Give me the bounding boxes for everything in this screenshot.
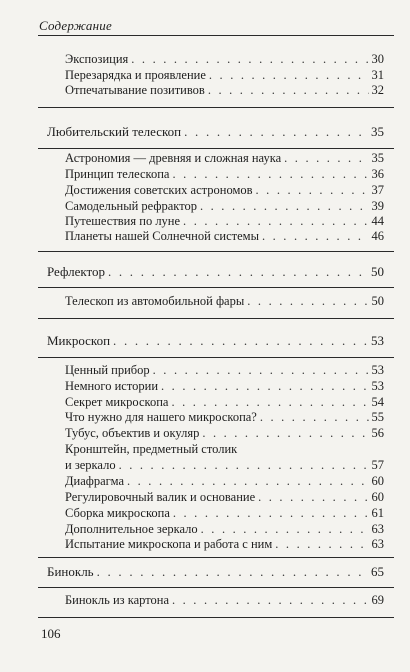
toc-entry-title: Экспозиция <box>65 52 129 66</box>
toc-entry-page: 63 <box>371 522 384 536</box>
toc-entry[interactable] <box>65 521 384 537</box>
toc-entry[interactable] <box>65 198 384 214</box>
toc-entry-page: 57 <box>371 458 384 472</box>
toc-leader-dots <box>202 425 368 441</box>
toc-entry-title: Немного истории <box>65 379 159 393</box>
toc-leader-dots <box>208 82 369 98</box>
toc-leader-dots <box>260 409 369 425</box>
section-rule <box>38 617 394 618</box>
toc-entry-title: Дополнительное зеркало <box>65 522 198 536</box>
toc-entry[interactable] <box>65 228 384 244</box>
toc-leader-dots <box>184 124 368 140</box>
toc-leader-dots <box>284 150 368 166</box>
toc-leader-dots <box>108 264 368 280</box>
toc-entry[interactable] <box>65 457 384 473</box>
section-rule <box>38 148 394 149</box>
toc-entry[interactable] <box>65 592 384 608</box>
toc-leader-dots <box>258 489 368 505</box>
toc-leader-dots <box>172 166 368 182</box>
toc-leader-dots <box>172 592 369 608</box>
toc-entry[interactable] <box>65 150 384 166</box>
toc-entry-title: Путешествия по луне <box>65 214 181 228</box>
toc-section-entry[interactable] <box>47 564 384 580</box>
toc-entry-page: 39 <box>371 199 384 213</box>
toc-entry-title: Перезарядка и проявление <box>65 68 206 82</box>
toc-leader-dots <box>173 505 369 521</box>
toc-entry-page: 53 <box>371 379 384 393</box>
toc-leader-dots <box>200 198 369 214</box>
toc-entry-page: 63 <box>371 537 384 551</box>
toc-entry[interactable] <box>65 425 384 441</box>
header-rule <box>38 35 394 36</box>
toc-entry[interactable] <box>65 536 384 552</box>
toc-section-entry[interactable] <box>47 264 384 280</box>
toc-entry-title: Сборка микроскопа <box>65 506 170 520</box>
toc-entry[interactable] <box>65 166 384 182</box>
toc-entry-title: Испытание микроскопа и работа с ним <box>65 537 273 551</box>
toc-leader-dots <box>119 457 369 473</box>
page-number: 106 <box>41 626 61 641</box>
toc-entry-page: 36 <box>371 167 384 181</box>
toc-leader-dots <box>161 378 368 394</box>
toc-entry-page: 50 <box>371 294 384 308</box>
toc-entry-page: 69 <box>371 593 384 607</box>
toc-entry-title: Регулировочный валик и основание <box>65 490 256 504</box>
toc-entry[interactable] <box>65 378 384 394</box>
toc-leader-dots <box>256 182 369 198</box>
toc-entry-page: 35 <box>371 151 384 165</box>
toc-entry-title: Отпечатывание позитивов <box>65 83 205 97</box>
toc-entry-title: Ценный прибор <box>65 363 150 377</box>
toc-entry-title: Телескоп из автомобильной фары <box>65 294 245 308</box>
toc-entry-title: Принцип телескопа <box>65 167 170 181</box>
toc-entry-title: Тубус, объектив и окуляр <box>65 426 200 440</box>
toc-entry[interactable] <box>65 182 384 198</box>
toc-entry-page: 32 <box>371 83 384 97</box>
toc-leader-dots <box>131 51 368 67</box>
toc-entry-page: 60 <box>371 474 384 488</box>
toc-entry-title: Диафрагма <box>65 474 124 488</box>
toc-entry-title: Достижения советских астрономов <box>65 183 253 197</box>
toc-entry-title: Бинокль из картона <box>65 593 169 607</box>
section-rule <box>38 287 394 288</box>
toc-section-entry[interactable] <box>47 333 384 349</box>
toc-entry-title: Астрономия — древняя и сложная наука <box>65 151 282 165</box>
toc-entry-page: 44 <box>371 214 384 228</box>
toc-entry-page: 60 <box>371 490 384 504</box>
section-rule <box>38 107 394 108</box>
toc-entry-page: 46 <box>371 229 384 243</box>
toc-section-page: 53 <box>371 333 384 348</box>
toc-entry[interactable] <box>65 67 384 83</box>
toc-section-title: Микроскоп <box>47 333 111 348</box>
toc-entry-page: 37 <box>371 183 384 197</box>
toc-entry-page: 61 <box>371 506 384 520</box>
toc-leader-dots <box>113 333 368 349</box>
section-rule <box>38 251 394 252</box>
toc-leader-dots <box>127 473 369 489</box>
toc-entry[interactable] <box>65 82 384 98</box>
running-header: Содержание <box>39 18 112 33</box>
toc-entry-page: 53 <box>371 363 384 377</box>
toc-section-title: Бинокль <box>47 564 94 579</box>
toc-leader-dots <box>275 536 368 552</box>
toc-leader-dots <box>153 362 369 378</box>
toc-section-entry[interactable] <box>47 124 384 140</box>
section-rule <box>38 357 394 358</box>
toc-section-page: 50 <box>371 264 384 279</box>
toc-section-title: Любительский телескоп <box>47 124 182 139</box>
toc-leader-dots <box>183 213 368 229</box>
toc-entry[interactable] <box>65 473 384 489</box>
toc-entry[interactable] <box>65 409 384 425</box>
toc-entry[interactable] <box>65 362 384 378</box>
section-rule <box>38 318 394 319</box>
toc-section-page: 35 <box>371 124 384 139</box>
toc-entry[interactable] <box>65 505 384 521</box>
toc-entry[interactable] <box>65 51 384 67</box>
toc-entry-page: 56 <box>371 426 384 440</box>
toc-entry[interactable] <box>65 489 384 505</box>
toc-entry[interactable] <box>65 293 384 309</box>
toc-section-title: Рефлектор <box>47 264 105 279</box>
toc-leader-dots <box>262 228 369 244</box>
toc-leader-dots <box>171 394 368 410</box>
section-rule <box>38 557 394 558</box>
toc-leader-dots <box>209 67 369 83</box>
toc-entry-title: Самодельный рефрактор <box>65 199 197 213</box>
toc-entry-title-line2: и зеркало <box>65 458 116 472</box>
toc-entry[interactable] <box>65 394 384 410</box>
toc-entry-page: 54 <box>371 395 384 409</box>
toc-entry-title: Секрет микроскопа <box>65 395 169 409</box>
toc-entry[interactable] <box>65 213 384 229</box>
toc-leader-dots <box>247 293 368 309</box>
section-rule <box>38 587 394 588</box>
toc-leader-dots <box>97 564 368 580</box>
toc-section-page: 65 <box>371 564 384 579</box>
toc-entry-page: 30 <box>371 52 384 66</box>
toc-entry-title-line1: Кронштейн, предметный столик <box>65 442 238 456</box>
toc-entry-title: Что нужно для нашего микроскопа? <box>65 410 257 424</box>
toc-entry-title: Планеты нашей Солнечной системы <box>65 229 259 243</box>
toc-entry-page: 31 <box>371 68 384 82</box>
toc-leader-dots <box>201 521 369 537</box>
toc-entry-page: 55 <box>371 410 384 424</box>
